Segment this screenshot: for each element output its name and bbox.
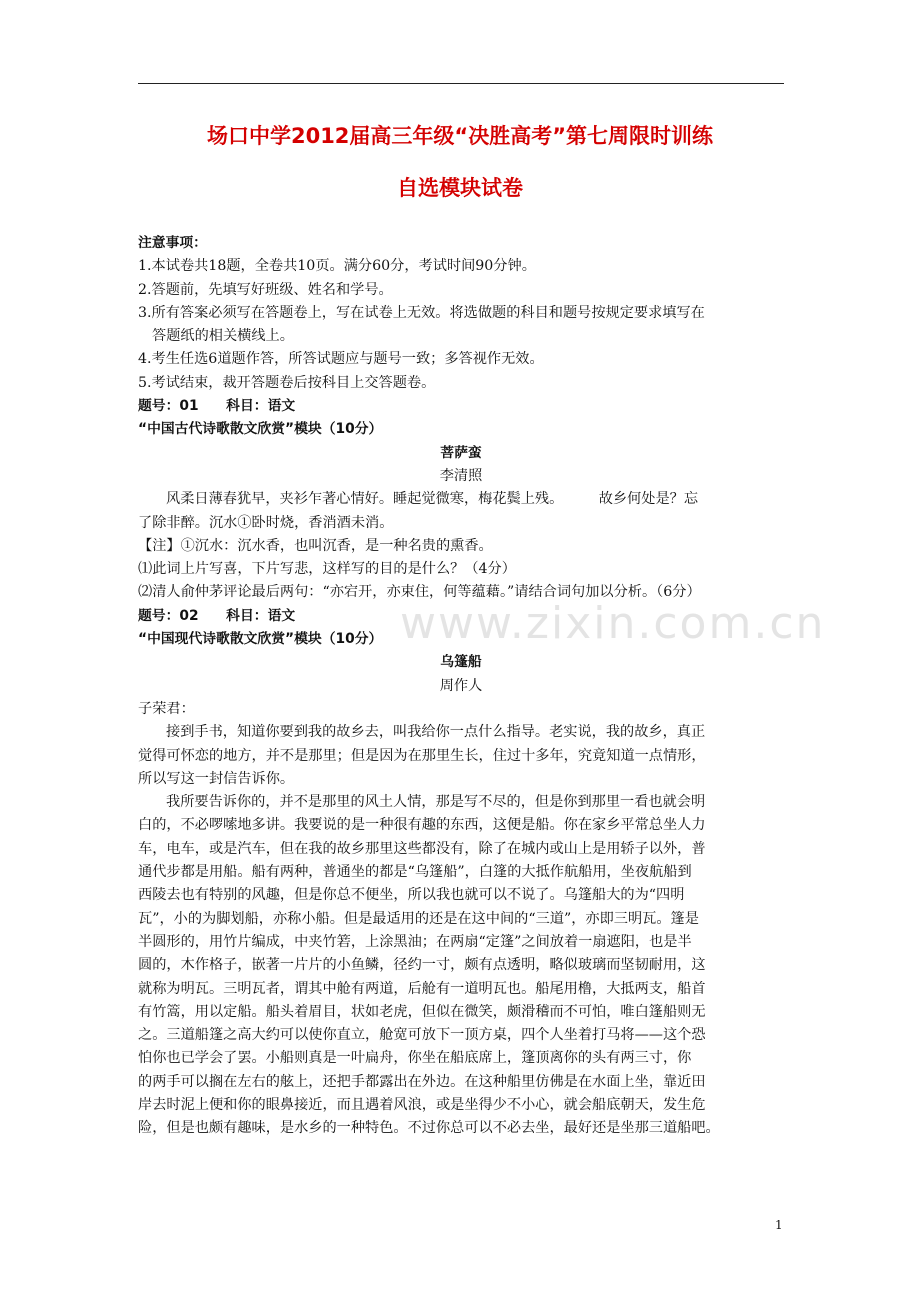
- essay-line: 觉得可怀恋的地方，并不是那里；但是因为在那里生长，住过十多年，究竟知道一点情形，: [138, 747, 706, 764]
- notice-item: 1.本试卷共18题，全卷共10页。满分60分，考试时间90分钟。: [138, 258, 536, 275]
- watermark: www.zixin.com.cn: [400, 598, 826, 649]
- salutation: 子荣君：: [138, 700, 195, 717]
- poem-note: 【注】①沉水：沉水香，也叫沉香，是一种名贵的熏香。: [138, 537, 493, 554]
- essay-line: 白的，不必啰嗦地多讲。我要说的是一种很有趣的东西，这便是船。你在家乡平常总坐人力: [138, 817, 706, 834]
- notice-item: 5.考试结束，裁开答题卷后按科目上交答题卷。: [138, 374, 436, 391]
- essay-line: 之。三道船篷之高大约可以使你直立，舱宽可放下一顶方桌，四个人坐着打马将——这个恐: [138, 1027, 706, 1044]
- essay-line: 的两手可以搁在左右的舷上，还把手都露出在外边。在这种船里仿佛是在水面上坐，靠近田: [138, 1073, 706, 1090]
- essay-line: 就称为明瓦。三明瓦者，谓其中舱有两道，后舱有一道明瓦也。船尾用橹，大抵两支，船首: [138, 980, 706, 997]
- essay-author: 周作人: [439, 677, 483, 694]
- poem-text: 风柔日薄春犹早，夹衫乍著心情好。睡起觉微寒，梅花鬓上残。 故乡何处是？忘: [166, 491, 699, 508]
- essay-line: 西陵去也有特别的风趣，但是你总不便坐，所以我也就可以不说了。乌篷船大的为“四明: [138, 887, 685, 904]
- essay-line: 所以写这一封信告诉你。: [138, 770, 295, 787]
- essay-line: 车，电车，或是汽车，但在我的故乡那里这些都没有，除了在城内或山上是用轿子以外，普: [138, 840, 706, 857]
- poem-author: 李清照: [439, 467, 483, 484]
- essay-line: 我所要告诉你的，并不是那里的风土人情，那是写不尽的，但是你到那里一看也就会明: [166, 794, 706, 811]
- notice-item: 3.所有答案必须写在答题卷上，写在试卷上无效。将选做题的科目和题号按规定要求填写在: [138, 304, 705, 321]
- sub-question: ⑵清人俞仲茅评论最后两句：“亦宕开，亦束住，何等蕴藉。”请结合词句加以分析。（6分）: [138, 584, 701, 601]
- exam-title: 场口中学2012届高三年级“决胜高考”第七周限时训练: [206, 124, 714, 148]
- essay-line: 接到手书，知道你要到我的故乡去，叫我给你一点什么指导。老实说，我的故乡，真正: [166, 724, 706, 741]
- question-label: 题号：01 科目：语文: [138, 398, 296, 415]
- poem-title: 菩萨蛮: [440, 444, 482, 461]
- essay-line: 险，但是也颇有趣味，是水乡的一种特色。不过你总可以不必去坐，最好还是坐那三道船吧。: [138, 1120, 720, 1137]
- page-number: 1: [775, 1218, 783, 1232]
- essay-line: 怕你也已学会了罢。小船则真是一叶扁舟，你坐在船底席上，篷顶离你的头有两三寸，你: [138, 1050, 692, 1067]
- essay-line: 有竹篙，用以定船。船头着眉目，状如老虎，但似在微笑，颇滑稽而不可怕，唯白篷船则无: [138, 1003, 706, 1020]
- notice-item: 4.考生任选6道题作答，所答试题应与题号一致；多答视作无效。: [138, 351, 544, 368]
- notice-item: 答题纸的相关横线上。: [152, 328, 294, 345]
- essay-line: 圆的，木作格子，嵌著一片片的小鱼鳞，径约一寸，颇有点透明，略似玻璃而坚韧耐用，这: [138, 957, 706, 974]
- essay-line: 通代步都是用船。船有两种，普通坐的都是“乌篷船”，白篷的大抵作航船用，坐夜航船到: [138, 864, 692, 881]
- essay-line: 岸去时泥上便和你的眼鼻接近，而且遇着风浪，或是坐得少不小心，就会船底朝天，发生危: [138, 1096, 706, 1113]
- essay-title: 乌篷船: [440, 654, 482, 671]
- header-rule: [138, 83, 784, 84]
- essay-line: 半圆形的，用竹片编成，中夹竹箬，上涂黑油；在两扇“定篷”之间放着一扇遮阳，也是半: [138, 933, 692, 950]
- module-title: “中国现代诗歌散文欣赏”模块（10分）: [138, 631, 383, 648]
- essay-line: 瓦”，小的为脚划船，亦称小船。但是最适用的还是在这中间的“三道”，亦即三明瓦。篷是: [138, 910, 699, 927]
- poem-text: 了除非醉。沉水①卧时烧，香消酒未消。: [138, 514, 394, 531]
- question-label: 题号：02 科目：语文: [138, 607, 296, 624]
- exam-body: [138, 232, 784, 1141]
- sub-question: ⑴此词上片写喜，下片写悲，这样写的目的是什么？（4分）: [138, 561, 516, 578]
- module-title: “中国古代诗歌散文欣赏”模块（10分）: [138, 421, 383, 438]
- exam-subtitle: 自选模块试卷: [397, 176, 523, 200]
- notice-item: 2.答题前，先填写好班级、姓名和学号。: [138, 281, 393, 298]
- notice-heading: 注意事项：: [138, 235, 207, 251]
